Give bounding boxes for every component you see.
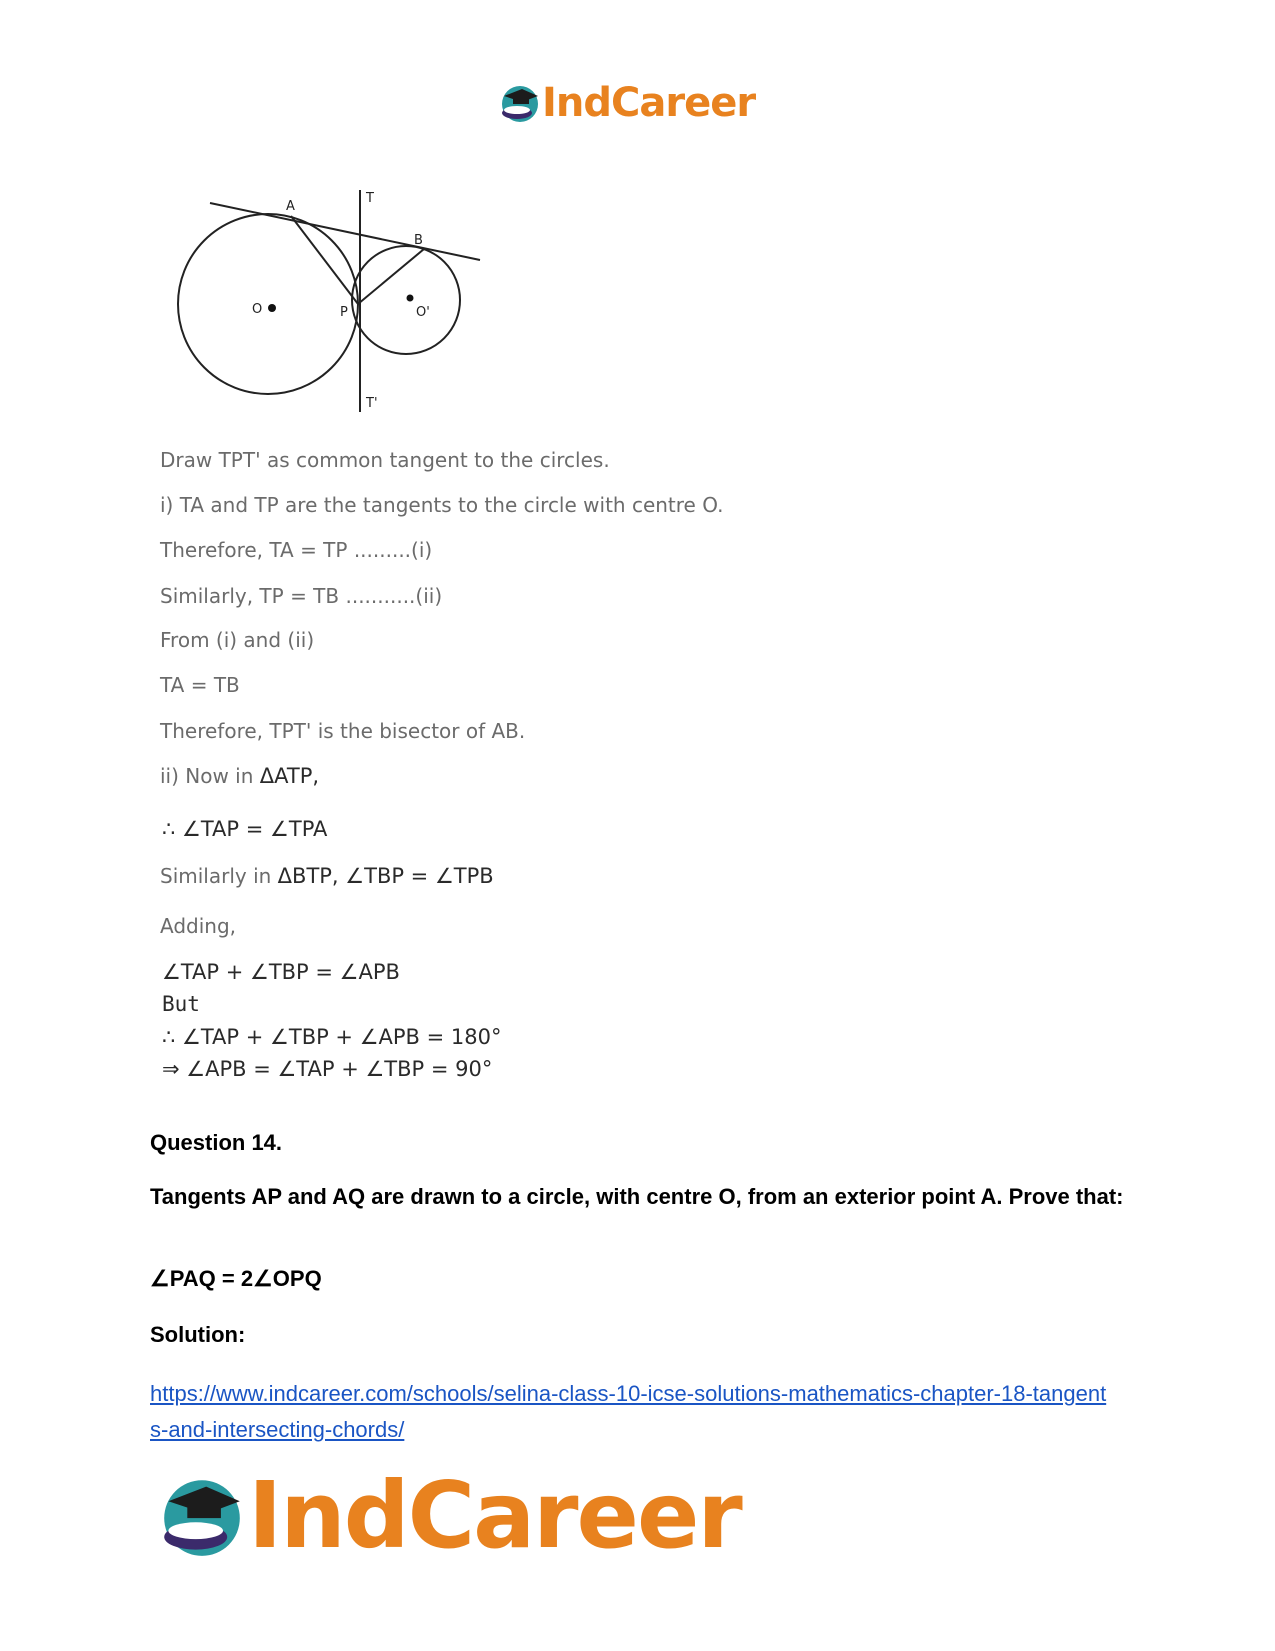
label-p: P — [340, 305, 348, 320]
solution-line-5: From (i) and (ii) — [160, 628, 315, 652]
segment-pa — [291, 216, 358, 304]
solution-line-9: ∴ ∠TAP = ∠TPA — [162, 817, 328, 841]
solution-line-4: Similarly, TP = TB ...........(ii) — [160, 584, 443, 608]
solution-label: Solution: — [150, 1322, 246, 1347]
graduation-cap-book-icon — [500, 83, 540, 123]
header-logo — [500, 80, 755, 126]
center-o-prime-dot — [407, 295, 414, 302]
solution-line-8-prefix: ii) Now in — [160, 764, 254, 788]
solution-line-3: Therefore, TA = TP .........(i) — [160, 538, 433, 562]
question-statement: ∠PAQ = 2∠OPQ — [150, 1266, 322, 1291]
question-title: Question 14. — [150, 1130, 283, 1155]
solution-line-8-math: ΔATP, — [259, 764, 320, 788]
footer-logo-text: IndCareer — [248, 1462, 741, 1569]
center-o-dot — [268, 304, 276, 312]
question-text: Tangents AP and AQ are drawn to a circle, with centre O, from an exterior point A. Prove that: — [150, 1184, 1124, 1209]
solution-line-13: But — [162, 992, 200, 1016]
footer-logo — [160, 1462, 741, 1569]
label-b: B — [414, 233, 423, 248]
label-t-prime: T' — [366, 396, 378, 411]
two-circles-tangent-diagram — [170, 180, 490, 420]
solution-line-7: Therefore, TPT' is the bisector of AB. — [160, 719, 526, 743]
solution-line-6: TA = TB — [160, 673, 240, 697]
circle-o — [178, 214, 358, 394]
solution-line-12: ∠TAP + ∠TBP = ∠APB — [162, 960, 400, 984]
label-a: A — [286, 199, 295, 214]
solution-line-15: ⇒ ∠APB = ∠TAP + ∠TBP = 90° — [162, 1057, 493, 1081]
header-logo-text: IndCareer — [542, 80, 756, 126]
segment-pb — [358, 249, 424, 304]
solution-line-14: ∴ ∠TAP + ∠TBP + ∠APB = 180° — [162, 1025, 502, 1049]
label-o-prime: O' — [416, 305, 430, 320]
solution-link[interactable]: https://www.indcareer.com/schools/selina-class-10-icse-solutions-mathematics-chapter-18-tangents-and-intersecting-chords/ — [150, 1381, 1107, 1442]
graduation-cap-book-icon — [160, 1474, 244, 1558]
solution-line-10-prefix: Similarly in — [160, 864, 272, 888]
solution-line-2: i) TA and TP are the tangents to the circle with centre O. — [160, 493, 724, 517]
solution-line-10-math: ΔBTP, ∠TBP = ∠TPB — [277, 864, 494, 888]
label-t: T — [366, 191, 374, 206]
circle-o-prime — [352, 246, 460, 354]
solution-line-1: Draw TPT' as common tangent to the circles. — [160, 448, 610, 472]
label-o: O — [252, 302, 263, 317]
solution-line-8 — [160, 764, 319, 788]
solution-line-11: Adding, — [160, 914, 237, 938]
solution-line-10 — [160, 864, 494, 888]
tangent-line-ab — [210, 203, 480, 260]
